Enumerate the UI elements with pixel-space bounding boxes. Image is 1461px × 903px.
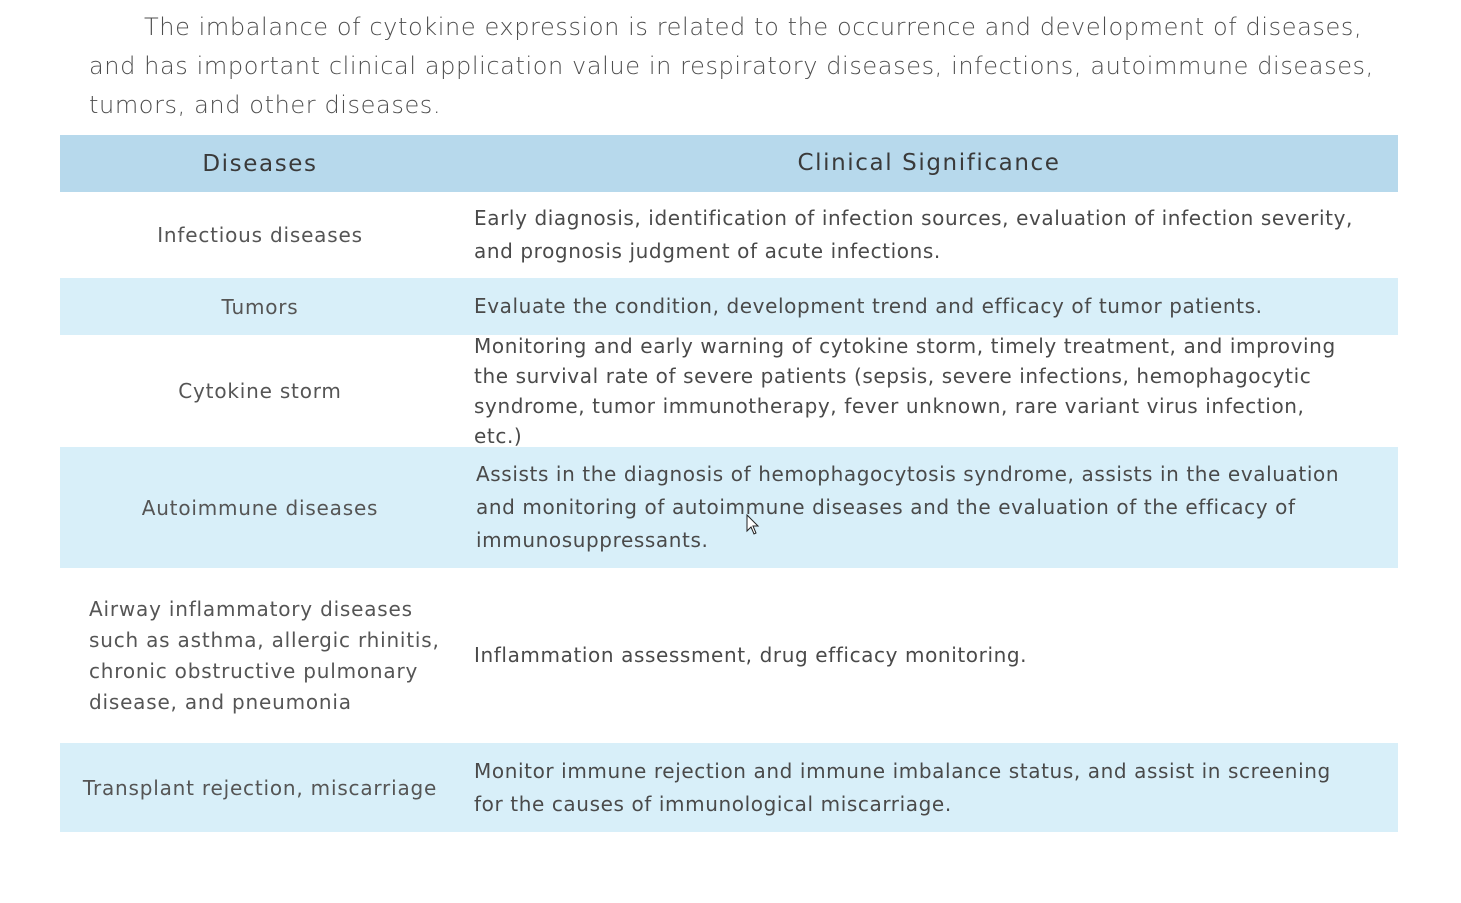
disease-cell: Infectious diseases — [157, 223, 363, 247]
header-diseases: Diseases — [202, 150, 318, 177]
header-clinical-significance: Clinical Significance — [797, 150, 1061, 176]
significance-cell: Early diagnosis, identification of infection sources, evaluation of infection severity, and prognosis judgment of acute infections. — [474, 206, 1353, 263]
clinical-significance-table — [60, 135, 1398, 832]
disease-cell: Cytokine storm — [178, 379, 342, 403]
significance-cell: Monitoring and early warning of cytokine storm, timely treatment, and improving the survival rate of severe patients (sepsis, severe infections, hemophagocytic syndrome, tumor immunotherapy, fever unknown, rare variant virus infection, etc.) — [474, 334, 1336, 448]
table-row — [60, 447, 1398, 568]
significance-cell: Inflammation assessment, drug efficacy monitoring. — [474, 643, 1028, 667]
significance-cell: Evaluate the condition, development trend and efficacy of tumor patients. — [474, 294, 1263, 318]
table-row — [60, 192, 1398, 278]
table-row — [60, 568, 1398, 743]
disease-cell: Airway inflammatory diseases such as asthma, allergic rhinitis, chronic obstructive pulmonary disease, and pneumonia — [89, 596, 440, 714]
disease-cell: Autoimmune diseases — [141, 495, 379, 520]
intro-text: The imbalance of cytokine expression is related to the occurrence and development of diseases, and has important clinical application value in respiratory diseases, infections, autoimmune diseases, tumors, and other diseases. — [89, 13, 1374, 119]
table-row — [60, 743, 1398, 832]
table-row — [60, 335, 1398, 447]
disease-cell: Transplant rejection, miscarriage — [82, 775, 438, 800]
disease-cell: Tumors — [221, 294, 299, 319]
mouse-pointer-icon — [746, 514, 760, 536]
intro-paragraph — [89, 8, 1379, 125]
table-header-row — [60, 135, 1398, 192]
table-row — [60, 278, 1398, 335]
significance-cell: Assists in the diagnosis of hemophagocytosis syndrome, assists in the evaluation and monitoring of autoimmune diseases and the evaluation of the efficacy of immunosuppressants. — [476, 462, 1340, 552]
significance-cell: Monitor immune rejection and immune imbalance status, and assist in screening for the causes of immunological miscarriage. — [474, 758, 1331, 816]
